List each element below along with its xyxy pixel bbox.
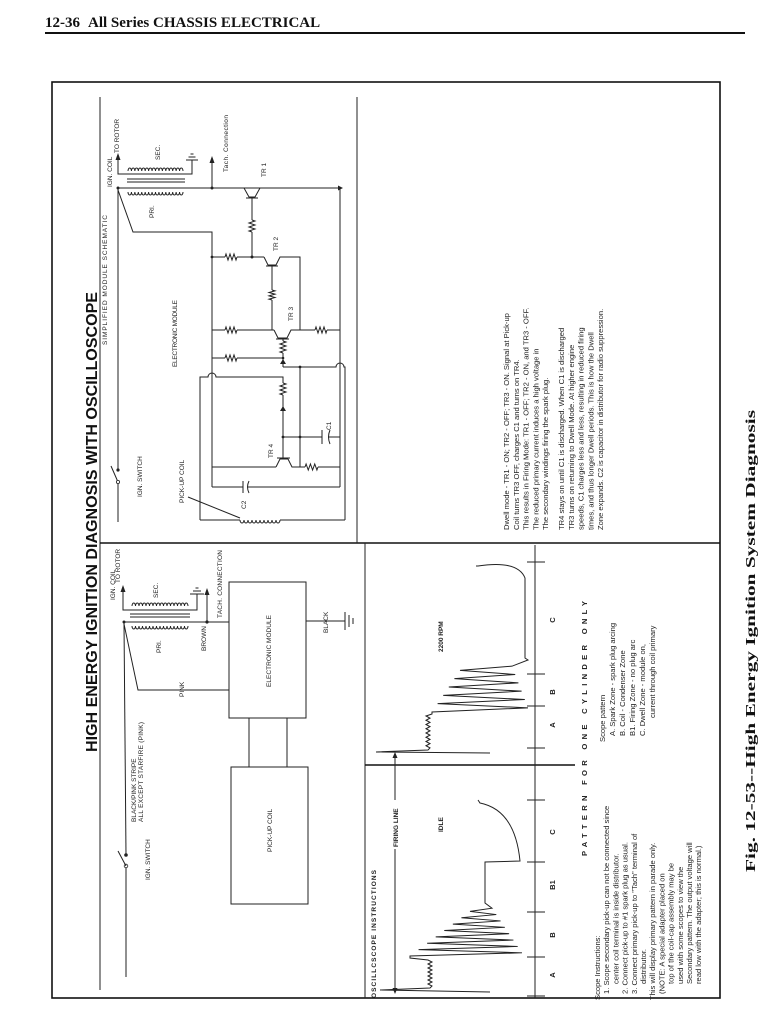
winding-loops [132,603,188,606]
tr3-label: TR 3 [288,306,295,321]
sch-ign-switch-label: IGN. SWITCH [137,456,144,497]
text-line: Secondary pattern. The output voltage will [685,842,694,984]
starfire-label: ALL EXCEPT STARFIRE (PINK) [138,722,145,822]
text-line: Scope Instructions: [593,935,602,1000]
firing-line-label: FIRING LINE [393,808,400,847]
tr1-label: TR 1 [261,162,268,177]
sch-sec-label: SEC. [155,144,162,160]
text-line: This will display primary pattern in parade only. [648,842,658,1000]
text-line: used with some scopes to view the [675,866,685,984]
text-line: current through coil primary [648,625,657,718]
diode-icon [280,406,286,411]
text-line: times, and thus longer Dwell periods. This is how the Dwell [586,332,596,530]
schematic-title: SIMPLIFIED MODULE SCHEMATIC [102,215,109,345]
text-line: TR3 turns on returning to Dwell Mode. At higher engine [566,344,576,530]
resistor-icon [249,220,255,232]
text-line: The secondary windings firing the spark plug. [541,377,551,530]
text-line: B. Coil - Condenser Zone [618,650,627,736]
text-line: distributor. [639,948,648,984]
ign-coil-label: IGN. COIL [110,569,117,600]
resistor-icon [225,254,237,260]
arrow-to-rotor-icon [121,585,126,592]
pickup-coil-label: PICK-UP COIL [267,808,274,852]
c1-label: C1 [326,421,333,430]
text-line: speeds, C1 charges less and less, resulting in reduced firing [576,327,586,530]
text-line: 2. Connect pick-up to #1 spark plug as usual. [620,842,630,994]
ground-icon [345,612,353,630]
oscilloscope-header: OSCILLCSCOPE INSTRUCTIONS [371,870,378,998]
winding-loops [128,168,183,171]
winding-loops [132,626,188,629]
zone-label-c: C [548,829,557,835]
text-line: center coil terminal is inside distributor. [611,853,621,984]
text-line: B1. Firing Zone - no plug arc [628,639,637,736]
zone-label-a: A [548,722,557,728]
resistor-icon [305,464,318,470]
pri-label: PRI. [156,640,163,653]
text-line: (NOTE: A special adapter placed on [657,873,667,994]
tr3-transistor [274,330,315,338]
text-line: A. Spark Zone - spark plug arcing [608,622,617,736]
pickup-pointer [188,497,240,518]
black-label: BLACK [323,611,330,633]
section-title: All Series CHASSIS ELECTRICAL [88,15,321,31]
sch-tach-label: Tach. Connection [223,115,230,172]
sch-to-rotor-label: TO ROTOR [114,118,121,153]
zone-label-c: C [548,617,557,623]
sch-primary-winding [128,192,183,195]
rpm-waveform [376,565,528,754]
tr2-label: TR 2 [273,236,280,251]
resistor-icon [315,327,327,333]
text-line: TR4 stays on until C1 is discharged. When C1 is discharged [557,327,566,530]
electronic-module-label: ELECTRONIC MODULE [266,615,273,687]
text-line: C. Dwell Zone - module on, [638,643,647,736]
text-line: This results in Firing Mode: TR1 - OFF; TR2 - ON, and TR3 - OFF. [521,307,531,530]
sec-label: SEC. [153,582,160,598]
sch-pickup-winding [240,520,280,523]
tr4-transistor [276,459,305,467]
wiring-diagram [110,549,353,977]
c2-label: C2 [241,500,248,509]
pattern-title: PATTERN FOR ONE CYLINDER ONLY [580,601,589,856]
pink-label: PINK [179,681,186,697]
module-schematic [102,115,345,523]
page-number: 12-36 [45,15,80,31]
arrow-tach-icon [205,588,210,595]
sch-ign-coil-label: IGN. COIL [107,156,114,187]
zone-label-b: B [548,689,557,695]
tr1-transistor [244,188,260,197]
sch-switch-blade [111,466,118,482]
text-line: 3. Connect primary pick-up to "Tach" terminal of [629,833,639,994]
text-line: Dwell mode - TR1 - ON; TR2 - OFF; TR3 - ON. Signal at Pick-up [502,313,511,530]
text-line: Coil turns TR3 OFF, charges C1 and turns on TR4. [511,359,521,530]
diode-icon [280,359,286,364]
resistor-icon [269,290,275,300]
winding-loops [128,192,183,195]
resistor-icon [225,355,237,361]
zone-label-a: A [548,972,557,978]
ign-switch-label: IGN. SWITCH [145,839,152,880]
sch-pri-label: PRI. [149,205,156,218]
resistor-icon [280,341,286,353]
text-line: Scope pattern [598,694,607,742]
text-line: The reduced primary current induces a high voltage in [531,348,541,530]
ign-switch-blade [118,851,126,866]
winding-loops [240,520,280,523]
tr4-label: TR 4 [268,443,275,458]
secondary-winding [132,603,188,606]
resistor-icon [225,327,237,333]
text-line: read low with the adapter; this is normal.) [694,845,704,984]
idle-waveform [380,800,522,992]
to-rotor-label: TO ROTOR [115,548,122,583]
ground-icon [190,588,204,594]
text-line: 1. Scope secondary pick-up can not be connected since [602,805,612,994]
stripe-label: BLACK/PINK STRIPE [131,758,138,822]
sch-pickup-coil-label: PICK-UP COIL [179,459,186,503]
idle-label: IDLE [438,817,445,832]
figure-title: HIGH ENERGY IGNITION DIAGNOSIS WITH OSCILLOSCOPE [84,293,101,752]
sch-electronic-module-label: ELECTRONIC MODULE [172,300,179,367]
scope-pattern-legend [598,623,657,742]
text-line: top of the coil-cap assembly may be [666,862,676,984]
brown-label: BROWN [201,626,208,651]
sch-secondary-winding [128,168,183,171]
zone-label-b: B [548,932,557,938]
figure-caption: Fig. 12-53--High Energy Ignition System Diagnosis [744,568,759,872]
rpm-label: 2200 RPM [438,621,445,652]
scope-patterns [371,545,589,998]
text-line: Zone expands. C2 is capacitor in distributor for radio suppression. [596,308,606,530]
resistor-icon [280,383,286,395]
scope-instructions [593,806,703,1000]
primary-winding [132,626,188,629]
tach-label: TACH. CONNECTION [217,550,224,618]
module-description [502,308,605,530]
zone-label-b1: B1 [548,880,557,890]
